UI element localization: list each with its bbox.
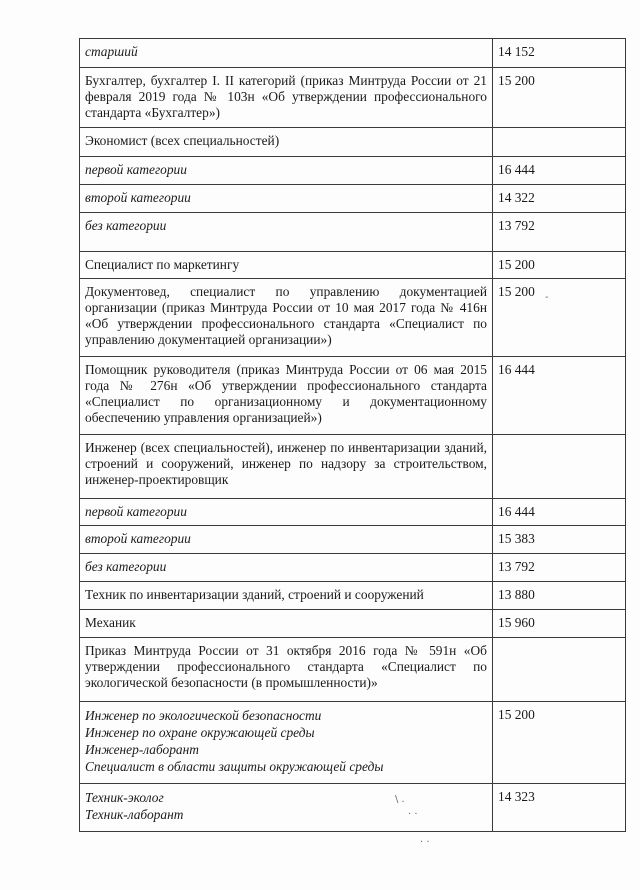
salary-cell	[493, 638, 626, 702]
position-cell: второй категории	[80, 185, 493, 213]
scan-artifact: \ .	[395, 794, 405, 805]
table-row	[80, 582, 626, 610]
salary-cell: 15 200	[493, 68, 626, 128]
position-cell: без категории	[80, 554, 493, 582]
salary-cell: 15 383	[493, 526, 626, 554]
table-row	[80, 185, 626, 213]
position-cell	[80, 784, 493, 832]
position-line: Специалист в области защиты окружающей среды	[85, 759, 384, 774]
salary-cell: 15 200	[493, 252, 626, 279]
table-row	[80, 68, 626, 128]
scan-artifact: · ·	[408, 809, 418, 820]
position-cell: Экономист (всех специальностей)	[80, 128, 493, 157]
table-row	[80, 213, 626, 252]
position-cell: Специалист по маркетингу	[80, 252, 493, 279]
position-line: Техник-лаборант	[85, 807, 184, 822]
salary-cell: 16 444	[493, 357, 626, 435]
salary-cell: 15 200	[493, 702, 626, 784]
position-line: Инженер-лаборант	[85, 742, 199, 757]
table-row	[80, 39, 626, 68]
salary-cell: 13 792	[493, 554, 626, 582]
position-cell	[80, 702, 493, 784]
table-row	[80, 638, 626, 702]
salary-cell	[493, 435, 626, 499]
salary-cell: 15 960	[493, 610, 626, 638]
scan-artifact: · ·	[420, 837, 430, 848]
table-row	[80, 357, 626, 435]
salary-cell: 13 880	[493, 582, 626, 610]
position-cell: Техник по инвентаризации зданий, строений и сооружений	[80, 582, 493, 610]
salary-cell: 16 444	[493, 499, 626, 526]
table-row	[80, 702, 626, 784]
salary-cell: 16 444	[493, 157, 626, 185]
position-cell: Бухгалтер, бухгалтер I. II категорий (приказ Минтруда России от 21 февраля 2019 года № 103н «Об утверждении профессионального стандарта «Бухгалтер»)	[80, 68, 493, 128]
table-row	[80, 157, 626, 185]
position-cell: без категории	[80, 213, 493, 252]
table-row	[80, 610, 626, 638]
position-cell: первой категории	[80, 157, 493, 185]
salary-table	[79, 38, 626, 832]
position-cell: Помощник руководителя (приказ Минтруда России от 06 мая 2015 года № 276н «Об утверждении профессионального стандарта «Специалист по организационному и документационному обеспечению управления организацией»)	[80, 357, 493, 435]
salary-cell	[493, 128, 626, 157]
table-row	[80, 499, 626, 526]
position-cell: Механик	[80, 610, 493, 638]
table-row	[80, 252, 626, 279]
salary-cell: 14 322	[493, 185, 626, 213]
position-cell: Инженер (всех специальностей), инженер по инвентаризации зданий, строений и сооружений, инженер по надзору за строительством, инженер-проектировщик	[80, 435, 493, 499]
position-cell: Приказ Минтруда России от 31 октября 2016 года № 591н «Об утверждении профессионального стандарта «Специалист по экологической безопасности (в промышленности)»	[80, 638, 493, 702]
position-cell: старший	[80, 39, 493, 68]
table-row	[80, 128, 626, 157]
position-line: Инженер по охране окружающей среды	[85, 725, 315, 740]
salary-cell: 13 792	[493, 213, 626, 252]
salary-cell: 15 200	[493, 279, 626, 357]
salary-cell: 14 323	[493, 784, 626, 832]
table-row	[80, 554, 626, 582]
table-row	[80, 279, 626, 357]
position-cell: первой категории	[80, 499, 493, 526]
salary-cell: 14 152	[493, 39, 626, 68]
table-row	[80, 526, 626, 554]
position-cell: Документовед, специалист по управлению документацией организации (приказ Минтруда России от 10 мая 2017 года № 416н «Об утверждении профессионального стандарта «Специалист по управлению документацией организации»)	[80, 279, 493, 357]
scan-artifact: -	[545, 292, 549, 303]
position-cell: второй категории	[80, 526, 493, 554]
table-row	[80, 435, 626, 499]
table-row	[80, 784, 626, 832]
position-line: Техник-эколог	[85, 790, 164, 805]
position-line: Инженер по экологической безопасности	[85, 708, 322, 723]
